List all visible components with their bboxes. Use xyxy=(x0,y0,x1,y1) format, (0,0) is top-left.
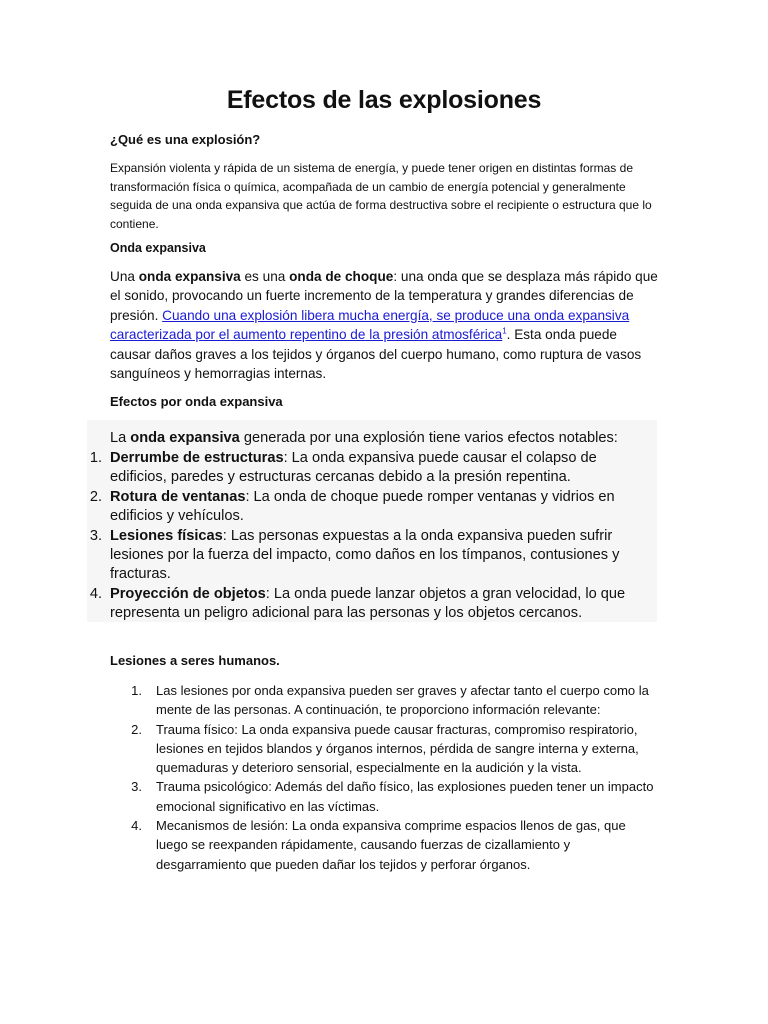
paragraph-efectos-intro xyxy=(110,429,658,448)
list-item xyxy=(131,816,656,874)
citation-link[interactable]: Cuando una explosión libera mucha energía, se produce una onda expansiva caracterizada por el aumento repentino de la presión atmosférica xyxy=(110,307,630,343)
list-number: 3. xyxy=(131,779,142,795)
list-item-text: Trauma psicológico: Además del daño físico, las explosiones pueden tener un impacto emocional significativo en las víctimas. xyxy=(156,779,654,814)
list-item xyxy=(89,488,655,527)
text-segment: . Esta onda puede causar daños graves a los tejidos y órganos del cuerpo humano, como ruptura de vasos sanguíneos y hemorragias internas. xyxy=(110,327,642,382)
paragraph-definicion: Expansión violenta y rápida de un sistema de energía, y puede tener origen en distintas formas de transformación física o química, acompañada de un cambio de energía potencial y generalmente seguida de una onda expansiva que actúa de forma destructiva sobre el recipiente o estructura que lo contiene. xyxy=(110,161,652,231)
text-segment: generada por una explosión tiene varios efectos notables: xyxy=(239,430,618,446)
list-number: 1. xyxy=(131,683,142,698)
list-item-text: Las lesiones por onda expansiva pueden ser graves y afectar tanto el cuerpo como la mente de las personas. A continuación, te proporciono información relevante: xyxy=(156,683,649,718)
list-item-text: : Las personas expuestas a la onda expansiva pueden sufrir lesiones por la fuerza del impacto, como daños en los tímpanos, contusiones y fracturas. xyxy=(110,527,620,583)
heading-efectos-onda: Efectos por onda expansiva xyxy=(110,394,283,409)
list-number: 2. xyxy=(131,721,142,737)
heading-que-es-explosion: ¿Qué es una explosión? xyxy=(110,132,261,147)
text-segment: La xyxy=(110,430,131,446)
list-item-text: : La onda puede lanzar objetos a gran velocidad, lo que representa un peligro adicional para las personas y los objetos cercanos. xyxy=(110,585,626,622)
document-title: Efectos de las explosiones xyxy=(226,86,542,114)
list-lesiones xyxy=(131,681,656,874)
list-item-title: Derrumbe de estructuras xyxy=(110,450,284,466)
text-segment: : una onda que se desplaza más rápido que el sonido, provocando un fuerte incremento de la temperatura y grandes diferencias de presión. xyxy=(110,269,658,323)
list-item-text: : La onda de choque puede romper ventanas y vidrios en edificios y vehículos. xyxy=(110,488,615,525)
footnote-marker[interactable]: 1 xyxy=(502,326,507,336)
list-item xyxy=(89,449,655,488)
list-item xyxy=(131,777,656,816)
heading-lesiones: Lesiones a seres humanos. xyxy=(110,653,280,668)
list-item xyxy=(89,585,655,624)
list-item-text: Trauma físico: La onda expansiva puede causar fracturas, compromiso respiratorio, lesiones en tejidos blandos y órganos internos, pérdida de sangre interna y externa, quemaduras y deterioro sensorial, especialmente en la audición y la vista. xyxy=(156,721,639,776)
paragraph-onda-expansiva xyxy=(110,267,658,383)
list-number: 4. xyxy=(89,585,102,602)
list-item-title: Rotura de ventanas xyxy=(110,488,246,505)
list-item-text: : La onda expansiva puede causar el colapso de edificios, paredes y estructuras cercanas debido a la presión repentina. xyxy=(110,450,597,486)
list-number: 3. xyxy=(89,527,102,544)
list-efectos xyxy=(89,449,655,624)
list-number: 2. xyxy=(89,488,102,505)
bold-onda-expansiva: onda expansiva xyxy=(138,269,241,284)
list-number: 1. xyxy=(89,450,102,466)
list-item xyxy=(89,527,655,585)
list-item-title: Proyección de objetos xyxy=(110,585,266,602)
bold-onda-de-choque: onda de choque xyxy=(289,269,394,284)
bold-onda-expansiva: onda expansiva xyxy=(130,430,240,446)
list-number: 4. xyxy=(131,818,142,834)
list-item xyxy=(131,720,656,778)
heading-onda-expansiva: Onda expansiva xyxy=(110,241,206,255)
list-item xyxy=(131,681,656,720)
list-item-text: Mecanismos de lesión: La onda expansiva comprime espacios llenos de gas, que luego se reexpanden rápidamente, causando fuerzas de cizallamiento y desgarramiento que pueden dañar los tejidos y perforar órganos. xyxy=(156,818,626,872)
list-item-title: Lesiones físicas xyxy=(110,527,223,544)
text-segment: es una xyxy=(240,269,290,284)
text-segment: Una xyxy=(110,269,139,284)
